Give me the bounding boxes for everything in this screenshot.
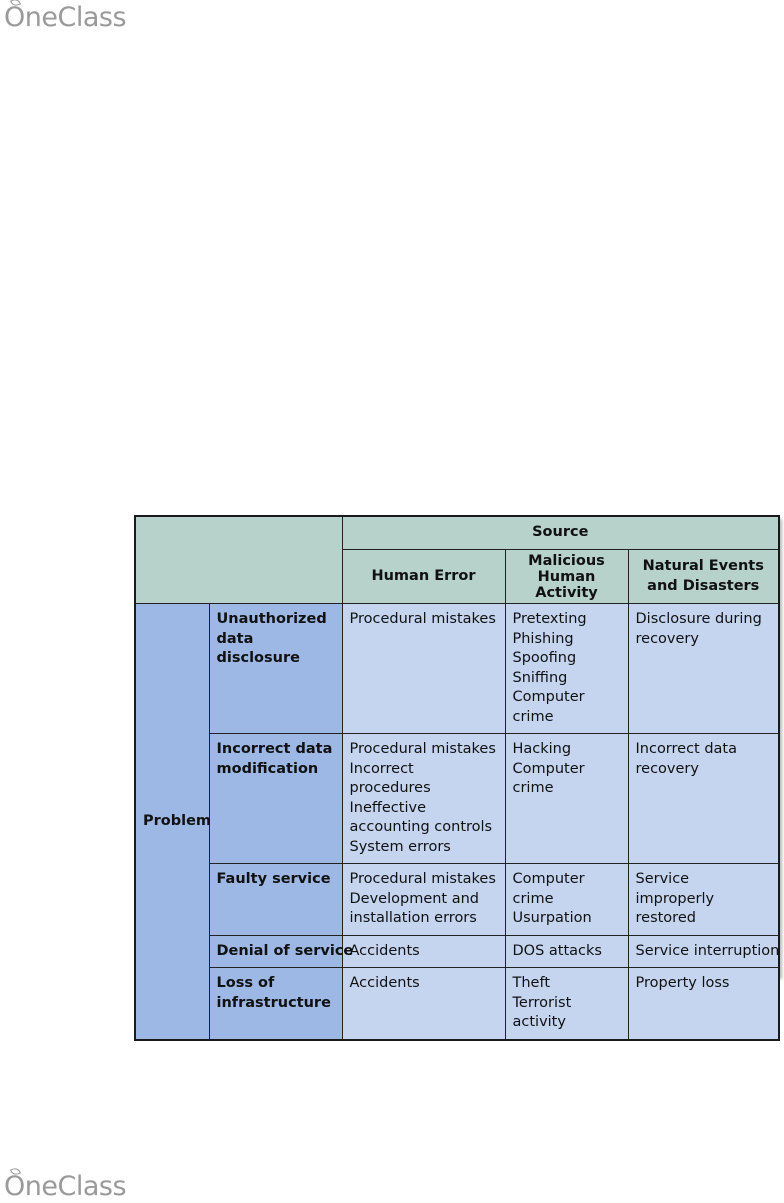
row-label: Unauthorized data disclosure <box>209 604 342 734</box>
oneclass-logo-footer <box>4 1171 126 1202</box>
table-row <box>135 604 779 734</box>
cell-line: Accidents <box>349 975 420 991</box>
header-source: Source <box>342 516 779 550</box>
table-row <box>135 935 779 968</box>
cell-line: Phishing <box>512 630 574 647</box>
cell-line: Procedural mistakes <box>349 741 496 757</box>
cell-line: Procedural mistakes <box>349 871 496 887</box>
header-malicious: Malicious Human Activity <box>505 550 628 604</box>
cell-line: Service improperly restored <box>635 871 715 926</box>
cell-malicious <box>505 968 628 1040</box>
cell-human-error <box>342 734 505 864</box>
row-label: Faulty service <box>209 864 342 936</box>
cell-line: System errors <box>349 838 451 855</box>
cell-malicious <box>505 935 628 968</box>
problem-label: Problem <box>135 604 209 1040</box>
cell-line: Computer crime <box>512 871 585 907</box>
cell-line: Usurpation <box>512 910 592 926</box>
cell-line: Service interruption <box>635 942 780 959</box>
cell-malicious <box>505 734 628 864</box>
header-natural: Natural Events and Disasters <box>628 550 779 604</box>
row-label: Loss of infrastructure <box>209 968 342 1040</box>
cell-line: Sniffing <box>512 669 568 686</box>
cell-natural <box>628 935 779 968</box>
row-label: Incorrect data modification <box>209 734 342 864</box>
leaf-icon <box>10 1167 21 1177</box>
cell-line: Incorrect procedures <box>349 760 431 796</box>
cell-human-error <box>342 968 505 1040</box>
logo-text-rest: neClass <box>24 1171 127 1202</box>
cell-line: Computer crime <box>512 760 585 796</box>
cell-natural <box>628 734 779 864</box>
cell-human-error <box>342 864 505 936</box>
cell-line: Spoofing <box>512 650 577 666</box>
table-row <box>135 968 779 1040</box>
cell-line: Pretexting <box>512 611 587 627</box>
oneclass-logo <box>4 2 126 33</box>
cell-natural <box>628 968 779 1040</box>
cell-line: Accidents <box>349 942 420 959</box>
cell-natural <box>628 604 779 734</box>
cell-human-error <box>342 604 505 734</box>
cell-line: DOS attacks <box>512 942 602 959</box>
header-human-error: Human Error <box>342 550 505 604</box>
logo-o: O <box>4 2 25 33</box>
cell-line: Procedural mistakes <box>349 611 496 627</box>
cell-line: Ineffective accounting controls <box>349 799 493 835</box>
table-row <box>135 864 779 936</box>
threat-table-wrapper <box>134 515 780 1030</box>
cell-line: Terrorist activity <box>512 994 572 1030</box>
leaf-icon <box>10 0 21 7</box>
cell-line: Theft <box>512 975 551 991</box>
cell-natural <box>628 864 779 936</box>
cell-line: Computer crime <box>512 689 585 725</box>
row-label: Denial of service <box>209 935 342 968</box>
cell-line: Disclosure during recovery <box>635 611 762 647</box>
cell-line: Development and installation errors <box>349 890 480 926</box>
cell-line: Property loss <box>635 975 730 991</box>
cell-malicious <box>505 864 628 936</box>
cell-malicious <box>505 604 628 734</box>
cell-line: Hacking <box>512 741 572 757</box>
cell-human-error <box>342 935 505 968</box>
header-blank <box>135 516 342 604</box>
table-row <box>135 734 779 864</box>
cell-line: Incorrect data recovery <box>635 741 738 777</box>
threat-table <box>134 515 780 1041</box>
logo-o: O <box>4 1171 25 1202</box>
logo-text-rest: neClass <box>24 2 127 33</box>
